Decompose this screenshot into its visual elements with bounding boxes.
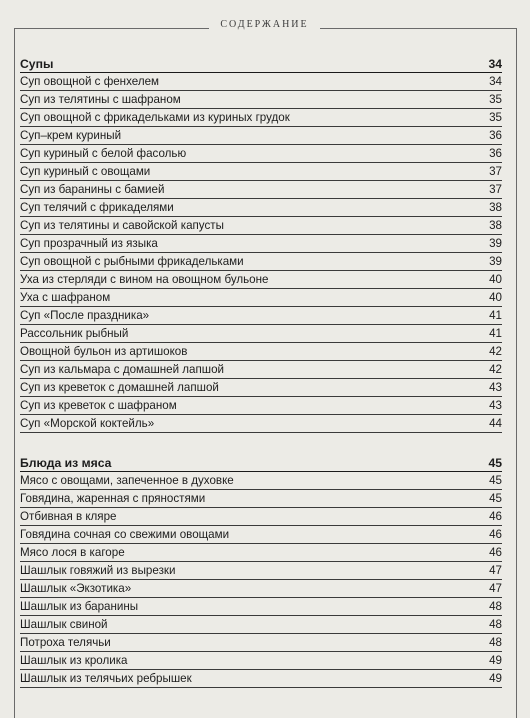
- toc-entry-page: 35: [489, 93, 502, 106]
- toc-entry-page: 34: [489, 75, 502, 88]
- toc-entry-page: 45: [489, 492, 502, 505]
- toc-entry-page: 38: [489, 219, 502, 232]
- toc-entry[interactable]: [20, 508, 502, 526]
- toc-entry[interactable]: [20, 670, 502, 688]
- toc-entry-page: 42: [489, 363, 502, 376]
- toc-entry[interactable]: [20, 235, 502, 253]
- toc-entry-label: Суп «После праздника»: [20, 309, 150, 322]
- toc-entry[interactable]: [20, 472, 502, 490]
- toc-entry[interactable]: [20, 307, 502, 325]
- toc-entry-page: 48: [489, 600, 502, 613]
- toc-entry-label: Отбивная в кляре: [20, 510, 117, 523]
- toc-entry-label: Рассольник рыбный: [20, 327, 129, 340]
- toc-entry-label: Суп овощной с фенхелем: [20, 75, 160, 88]
- toc-entry-page: 41: [489, 327, 502, 340]
- section-title: Блюда из мяса: [20, 456, 112, 470]
- toc-entry-label: Потроха телячьи: [20, 636, 111, 649]
- toc-entry[interactable]: [20, 562, 502, 580]
- toc-section-soups: [20, 53, 502, 433]
- toc-entry-label: Мясо с овощами, запеченное в духовке: [20, 474, 234, 487]
- toc-entry[interactable]: [20, 271, 502, 289]
- toc-entry-label: Суп куриный с овощами: [20, 165, 151, 178]
- toc-entry[interactable]: [20, 526, 502, 544]
- toc-entry[interactable]: [20, 109, 502, 127]
- toc-entry-label: Суп «Морской коктейль»: [20, 417, 155, 430]
- toc-entry-label: Говядина сочная со свежими овощами: [20, 528, 230, 541]
- toc-entry-label: Шашлык из кролика: [20, 654, 128, 667]
- toc-entry-page: 48: [489, 636, 502, 649]
- toc-entry-label: Суп куриный с белой фасолью: [20, 147, 187, 160]
- toc-entry-page: 37: [489, 165, 502, 178]
- toc-entry-page: 47: [489, 582, 502, 595]
- toc-entry-page: 49: [489, 672, 502, 685]
- toc-entry-page: 46: [489, 510, 502, 523]
- toc-entry-page: 35: [489, 111, 502, 124]
- toc-entry[interactable]: [20, 145, 502, 163]
- toc-entry-label: Суп овощной с фрикадельками из куриных грудок: [20, 111, 290, 124]
- toc-entry-page: 40: [489, 273, 502, 286]
- toc-entry-page: 37: [489, 183, 502, 196]
- toc-entry[interactable]: [20, 217, 502, 235]
- toc-entry[interactable]: [20, 652, 502, 670]
- section-title: Супы: [20, 57, 54, 71]
- toc-entry-page: 48: [489, 618, 502, 631]
- toc-entry[interactable]: [20, 379, 502, 397]
- toc-entry[interactable]: [20, 199, 502, 217]
- toc-entry-label: Суп–крем куриный: [20, 129, 122, 142]
- toc-section-heading[interactable]: [20, 53, 502, 73]
- toc-entry-label: Шашлык «Экзотика»: [20, 582, 132, 595]
- toc-entry-page: 36: [489, 147, 502, 160]
- toc-entry-label: Шашлык свиной: [20, 618, 108, 631]
- toc-entry[interactable]: [20, 397, 502, 415]
- toc-entry[interactable]: [20, 73, 502, 91]
- toc-entry[interactable]: [20, 544, 502, 562]
- toc-entry[interactable]: [20, 580, 502, 598]
- section-page-number: 45: [488, 456, 502, 470]
- toc-entry-label: Суп из баранины с бамией: [20, 183, 165, 196]
- toc-entry-page: 39: [489, 237, 502, 250]
- toc-entry-page: 36: [489, 129, 502, 142]
- toc-section-meat: [20, 452, 502, 688]
- toc-entry[interactable]: [20, 127, 502, 145]
- toc-entry-label: Суп из креветок с шафраном: [20, 399, 177, 412]
- toc-entry-label: Говядина, жаренная с пряностями: [20, 492, 206, 505]
- toc-entry-label: Шашлык из баранины: [20, 600, 139, 613]
- toc-entry-page: 49: [489, 654, 502, 667]
- toc-entry[interactable]: [20, 343, 502, 361]
- toc-entry[interactable]: [20, 253, 502, 271]
- toc-entry-label: Суп из телятины и савойской капусты: [20, 219, 224, 232]
- toc-entry[interactable]: [20, 490, 502, 508]
- toc-entry-page: 39: [489, 255, 502, 268]
- toc-entry[interactable]: [20, 616, 502, 634]
- toc-entry-page: 43: [489, 381, 502, 394]
- page-title: СОДЕРЖАНИЕ: [220, 19, 309, 30]
- toc-entry-page: 41: [489, 309, 502, 322]
- toc-entry[interactable]: [20, 163, 502, 181]
- toc-entry[interactable]: [20, 361, 502, 379]
- toc-entry-label: Суп из кальмара с домашней лапшой: [20, 363, 225, 376]
- toc-entry-page: 40: [489, 291, 502, 304]
- section-page-number: 34: [488, 57, 502, 71]
- toc-entry-label: Суп из креветок с домашней лапшой: [20, 381, 219, 394]
- toc-entry-label: Шашлык говяжий из вырезки: [20, 564, 176, 577]
- toc-entry-label: Шашлык из телячьих ребрышек: [20, 672, 192, 685]
- toc-entry-label: Суп прозрачный из языка: [20, 237, 158, 250]
- toc-section-heading[interactable]: [20, 452, 502, 472]
- toc-entry-page: 47: [489, 564, 502, 577]
- toc-entry-page: 46: [489, 528, 502, 541]
- toc-entry-page: 42: [489, 345, 502, 358]
- toc-entry-page: 43: [489, 399, 502, 412]
- toc-entry-label: Овощной бульон из артишоков: [20, 345, 188, 358]
- toc-entry-label: Суп из телятины с шафраном: [20, 93, 181, 106]
- toc-entry-label: Уха с шафраном: [20, 291, 111, 304]
- toc-entry[interactable]: [20, 325, 502, 343]
- toc-entry[interactable]: [20, 289, 502, 307]
- toc-entry[interactable]: [20, 634, 502, 652]
- toc-entry-page: 45: [489, 474, 502, 487]
- toc-entry[interactable]: [20, 415, 502, 433]
- toc-entry[interactable]: [20, 91, 502, 109]
- toc-entry-page: 44: [489, 417, 502, 430]
- toc-entry[interactable]: [20, 181, 502, 199]
- toc-entry-label: Мясо лося в кагоре: [20, 546, 125, 559]
- toc-entry[interactable]: [20, 598, 502, 616]
- toc-entry-page: 38: [489, 201, 502, 214]
- toc-entry-page: 46: [489, 546, 502, 559]
- toc-entry-label: Суп овощной с рыбными фрикадельками: [20, 255, 244, 268]
- toc-entry-label: Уха из стерляди с вином на овощном бульоне: [20, 273, 269, 286]
- toc-entry-label: Суп телячий с фрикаделями: [20, 201, 174, 214]
